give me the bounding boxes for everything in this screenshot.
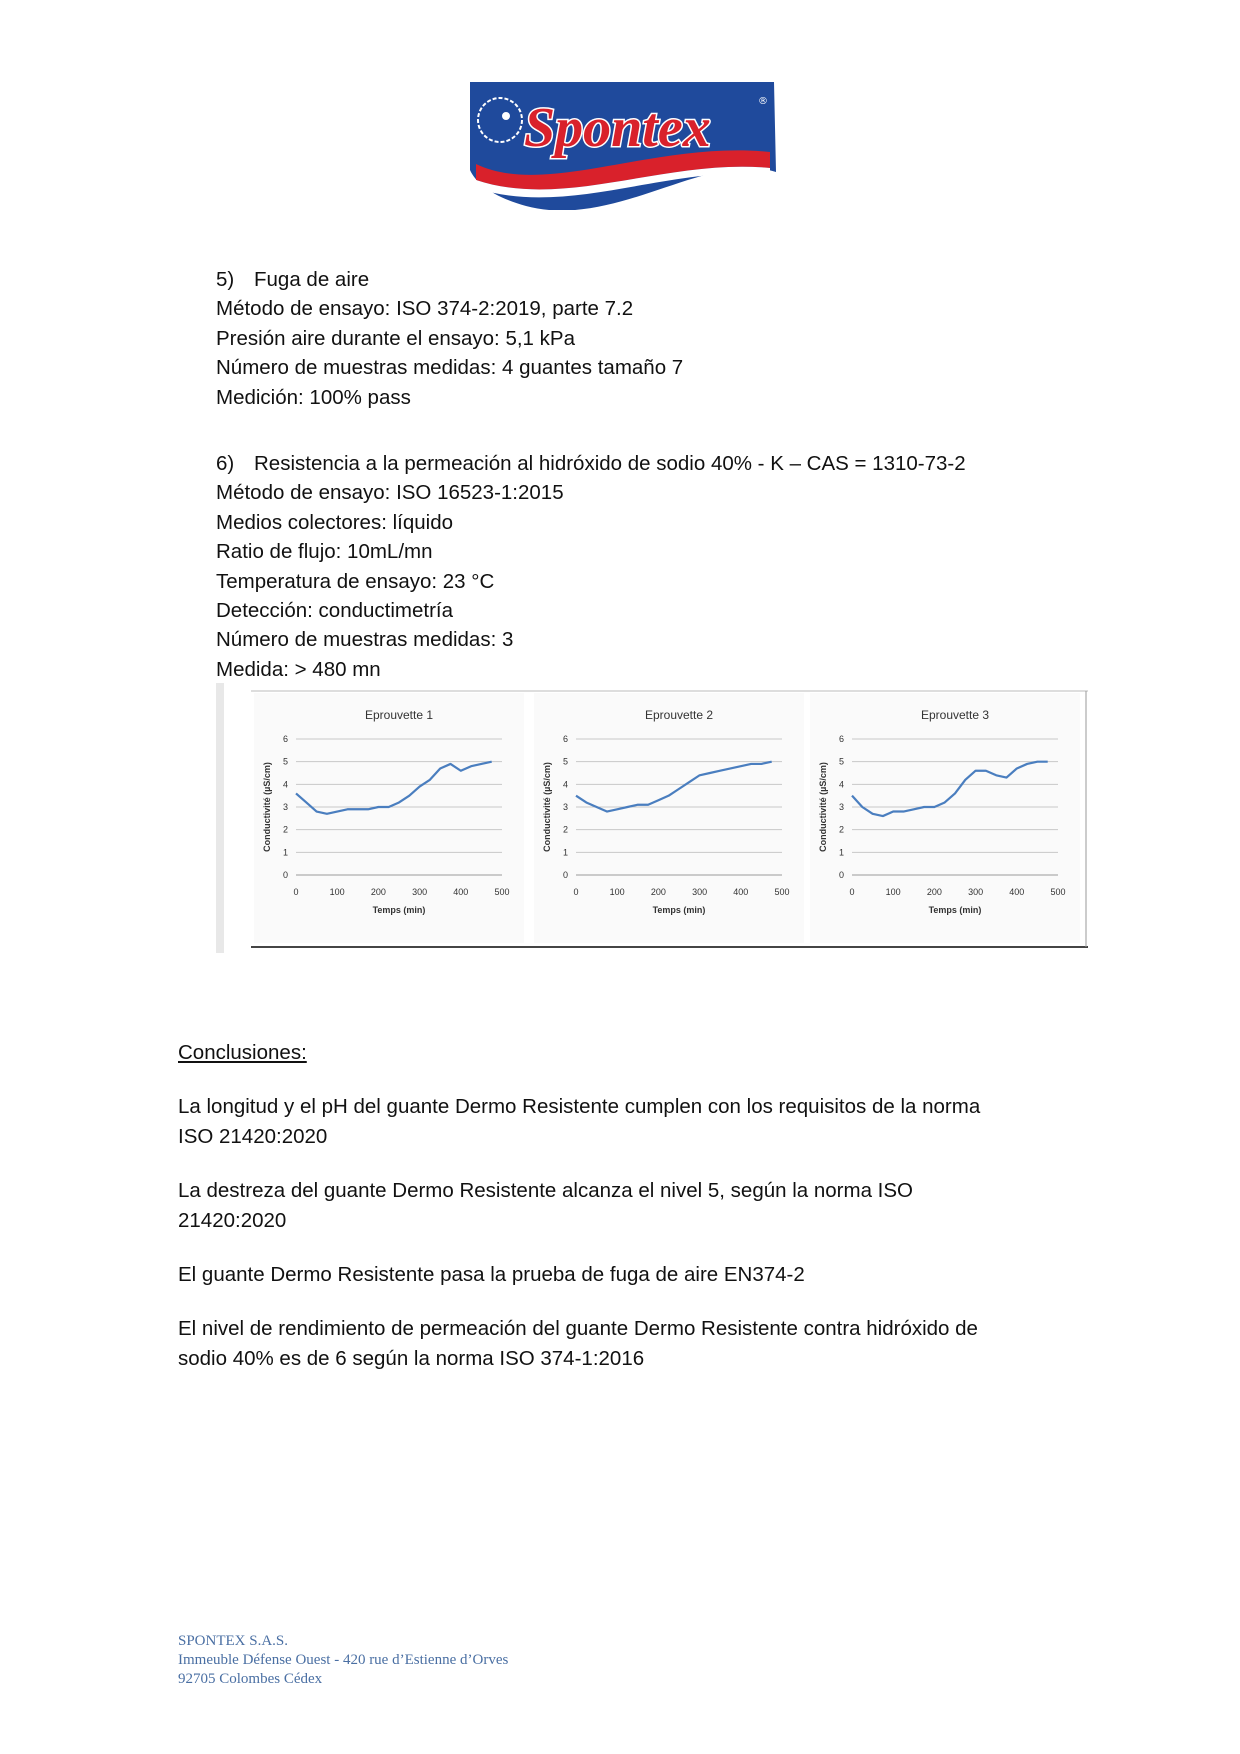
x-tick-label: 500 <box>774 887 790 897</box>
y-tick-label: 1 <box>838 847 844 858</box>
section-5-title: Fuga de aire <box>254 268 370 291</box>
y-tick-label: 1 <box>562 847 568 858</box>
y-tick-label: 3 <box>562 802 568 812</box>
y-tick-label: 6 <box>838 734 844 744</box>
footer-city-line: 92705 Colombes Cédex <box>178 1671 323 1687</box>
x-tick-label: 0 <box>293 887 299 897</box>
section-6-heading: 6) Resistencia a la permeación al hidróxido de sodio 40% - K – CAS = 1310-73-2 <box>216 452 966 475</box>
chart-title: Eprouvette 2 <box>644 708 714 722</box>
chart-title: Eprouvette 1 <box>364 708 434 722</box>
chart-eprouvette-2 <box>534 693 804 943</box>
x-tick-label: 500 <box>494 887 510 897</box>
x-tick-label: 100 <box>609 887 625 897</box>
registered-mark: ® <box>758 96 768 107</box>
section-6-line: Medida: > 480 mn <box>216 657 381 681</box>
x-tick-label: 100 <box>885 887 901 897</box>
x-tick-label: 400 <box>733 887 749 897</box>
conclusions-paragraphs <box>178 1092 1078 1373</box>
section-5 <box>216 265 683 412</box>
x-tick-label: 300 <box>412 887 428 897</box>
chart-title: Eprouvette 3 <box>920 708 990 722</box>
x-tick-label: 200 <box>650 887 666 897</box>
x-axis-label: Temps (min) <box>372 905 426 915</box>
x-tick-label: 500 <box>1050 887 1066 897</box>
x-axis-label: Temps (min) <box>928 905 982 915</box>
conclusion-paragraph <box>178 1260 1078 1289</box>
conclusion-line: El guante Dermo Resistente pasa la prueba de fuga de aire EN374-2 <box>178 1263 805 1287</box>
chart-eprouvette-1 <box>254 693 524 943</box>
section-5-line: Número de muestras medidas: 4 guantes tamaño 7 <box>216 356 684 380</box>
y-tick-label: 2 <box>282 824 288 835</box>
conclusion-line: ISO 21420:2020 <box>178 1124 328 1148</box>
conclusion-line: sodio 40% es de 6 según la norma ISO 374-1:2016 <box>178 1346 645 1370</box>
y-tick-label: 1 <box>282 847 288 858</box>
section-6-line: Medios colectores: líquido <box>216 510 454 534</box>
y-tick-label: 0 <box>838 870 844 880</box>
y-tick-label: 2 <box>838 824 844 835</box>
y-tick-label: 4 <box>562 779 568 790</box>
y-tick-label: 5 <box>838 756 844 767</box>
conclusion-paragraph <box>178 1314 1078 1373</box>
y-axis-label: Conductivité (µS/cm) <box>818 762 828 852</box>
x-tick-label: 0 <box>573 887 579 897</box>
y-tick-label: 5 <box>282 756 288 767</box>
section-6-line: Número de muestras medidas: 3 <box>216 628 514 652</box>
x-tick-label: 200 <box>370 887 386 897</box>
spontex-logo <box>466 80 778 210</box>
x-tick-label: 400 <box>1009 887 1025 897</box>
section-6-line: Temperatura de ensayo: 23 °C <box>216 569 495 593</box>
y-tick-label: 2 <box>562 824 568 835</box>
y-axis-label: Conductivité (µS/cm) <box>262 762 272 852</box>
y-tick-label: 0 <box>282 870 288 880</box>
y-tick-label: 0 <box>562 870 568 880</box>
section-5-line: Método de ensayo: ISO 374-2:2019, parte 7.2 <box>216 297 634 321</box>
footer-address <box>178 1632 508 1689</box>
conclusion-line: El nivel de rendimiento de permeación del guante Dermo Resistente contra hidróxido de <box>178 1317 978 1341</box>
x-tick-label: 400 <box>453 887 469 897</box>
section-6-line: Método de ensayo: ISO 16523-1:2015 <box>216 481 564 505</box>
footer-company: SPONTEX S.A.S. <box>178 1633 289 1649</box>
section-5-line: Medición: 100% pass <box>216 385 411 409</box>
y-tick-label: 5 <box>562 756 568 767</box>
y-axis-label: Conductivité (µS/cm) <box>542 762 552 852</box>
section-5-heading: 5) Fuga de aire <box>216 268 370 291</box>
y-tick-label: 3 <box>838 802 844 812</box>
section-6 <box>216 449 966 684</box>
section-6-line: Detección: conductimetría <box>216 599 454 623</box>
x-tick-label: 300 <box>968 887 984 897</box>
x-tick-label: 100 <box>329 887 345 897</box>
y-tick-label: 4 <box>838 779 844 790</box>
section-6-title: Resistencia a la permeación al hidróxido de sodio 40% - K – CAS = 1310-73-2 <box>254 452 966 475</box>
chart-eprouvette-3 <box>810 693 1080 943</box>
x-axis-label: Temps (min) <box>652 905 706 915</box>
permeation-charts <box>216 683 1088 953</box>
conclusions-title: Conclusiones: <box>178 1041 307 1064</box>
y-tick-label: 6 <box>282 734 288 744</box>
y-tick-label: 3 <box>282 802 288 812</box>
x-tick-label: 300 <box>692 887 708 897</box>
y-tick-label: 4 <box>282 779 288 790</box>
conclusions <box>178 1038 1078 1373</box>
logo-wordmark: Spontex <box>524 97 711 159</box>
conclusion-paragraph <box>178 1092 1078 1151</box>
x-tick-label: 200 <box>926 887 942 897</box>
conclusion-paragraph <box>178 1176 1078 1235</box>
hedgehog-mascot-icon <box>478 98 522 142</box>
conclusion-line: 21420:2020 <box>178 1208 287 1232</box>
x-tick-label: 0 <box>849 887 855 897</box>
conclusion-line: La longitud y el pH del guante Dermo Resistente cumplen con los requisitos de la norma <box>178 1095 981 1119</box>
y-tick-label: 6 <box>562 734 568 744</box>
conclusion-line: La destreza del guante Dermo Resistente alcanza el nivel 5, según la norma ISO <box>178 1179 913 1203</box>
section-5-line: Presión aire durante el ensayo: 5,1 kPa <box>216 326 575 350</box>
footer-address-line: Immeuble Défense Ouest - 420 rue d’Estienne d’Orves <box>178 1652 509 1668</box>
section-6-line: Ratio de flujo: 10mL/mn <box>216 540 433 564</box>
